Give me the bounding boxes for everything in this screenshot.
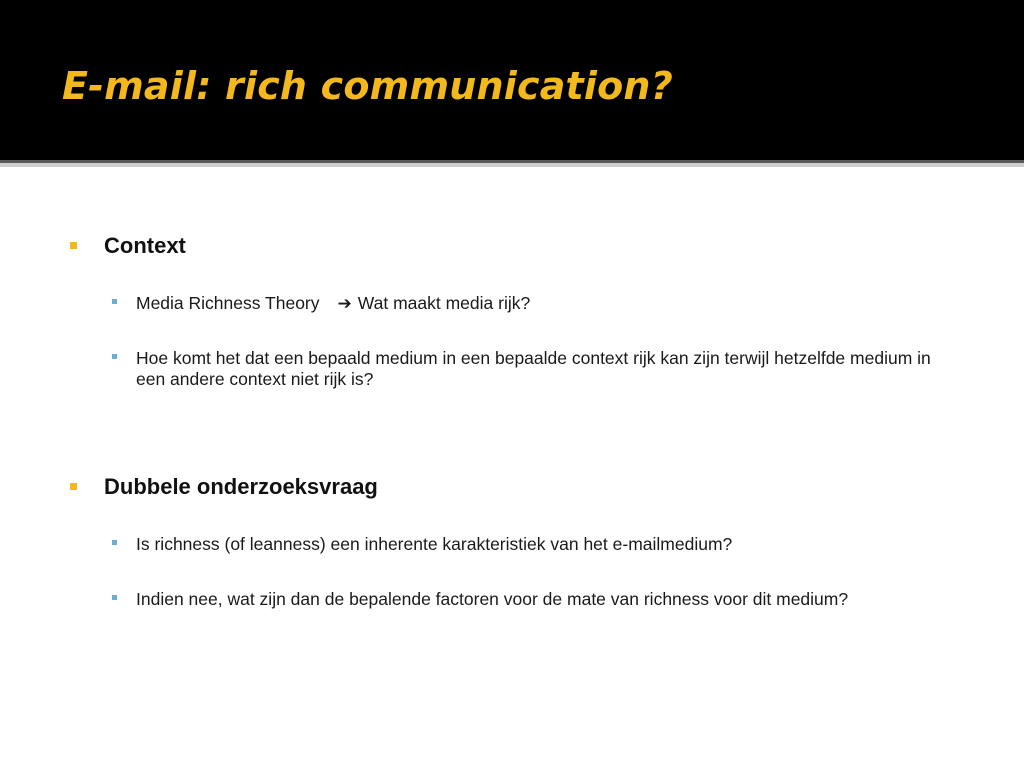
item-bullet-icon	[112, 299, 117, 304]
section-heading-dubbele-onderzoeksvraag: Dubbele onderzoeksvraag	[104, 474, 378, 499]
item-bullet-icon	[112, 540, 117, 545]
list-item: Is richness (of leanness) een inherente karakteristiek van het e-mailmedium?	[136, 534, 733, 554]
list-item	[136, 293, 936, 314]
item-bullet-icon	[112, 595, 117, 600]
right-arrow-icon: ➔	[337, 294, 352, 313]
item-text-after-arrow: Wat maakt media rijk?	[357, 293, 531, 313]
section-bullet-icon	[70, 483, 77, 490]
list-item: Indien nee, wat zijn dan de bepalende factoren voor de mate van richness voor dit medium?	[136, 589, 849, 609]
slide-title: E-mail: rich communication?	[62, 64, 673, 108]
list-item: Hoe komt het dat een bepaald medium in een bepaalde context rijk kan zijn terwijl hetzelfde medium in een andere context niet rijk is?	[136, 348, 931, 389]
section-heading-context: Context	[104, 233, 186, 258]
section-bullet-icon	[70, 242, 77, 249]
item-text-before-arrow: Media Richness Theory	[136, 293, 320, 313]
item-bullet-icon	[112, 354, 117, 359]
